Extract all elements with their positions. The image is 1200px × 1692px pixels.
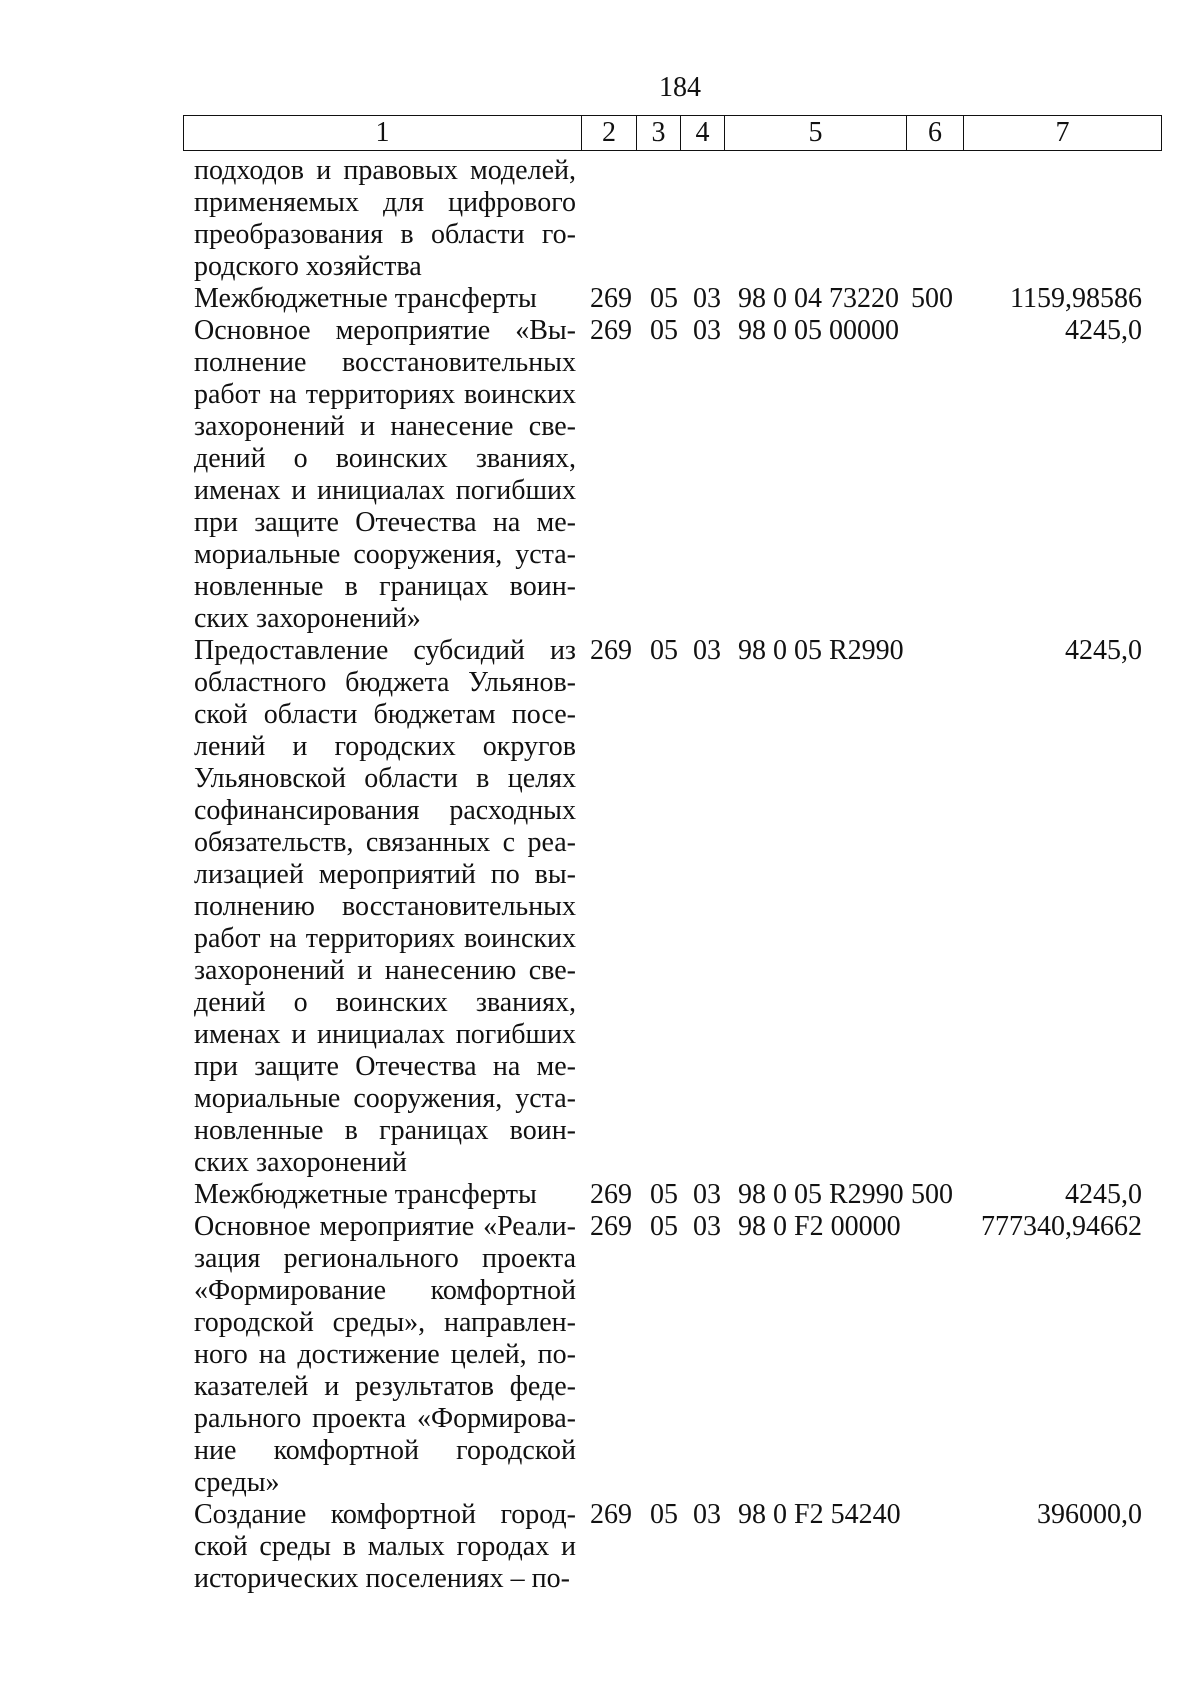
row-name-line: преобразования в области го- bbox=[194, 219, 576, 250]
ministry-code: 269 bbox=[590, 283, 632, 314]
row-name-line: работ на территориях воинских bbox=[194, 379, 576, 410]
row-name-line: полнению восстановительных bbox=[194, 891, 576, 922]
row-name-line: казателей и результатов феде- bbox=[194, 1371, 576, 1402]
row-name-line: новленные в границах воин- bbox=[194, 571, 576, 602]
subsection-code: 03 bbox=[693, 315, 721, 346]
expense-type-code: 500 bbox=[911, 1179, 953, 1210]
row-name-line: Предоставление субсидий из bbox=[194, 635, 576, 666]
section-code: 05 bbox=[650, 635, 678, 666]
row-name-line: мориальные сооружения, уста- bbox=[194, 1083, 576, 1114]
target-article-code: 98 0 05 R2990 bbox=[738, 1179, 904, 1210]
row-name bbox=[194, 1179, 576, 1211]
column-header-1: 1 bbox=[184, 116, 582, 151]
budget-row bbox=[0, 283, 1200, 315]
row-name-line: работ на территориях воинских bbox=[194, 923, 576, 954]
row-name-line: полнение восстановительных bbox=[194, 347, 576, 378]
column-header-row bbox=[184, 116, 1162, 151]
section-code: 05 bbox=[650, 283, 678, 314]
row-name-line: родского хозяйства bbox=[194, 251, 422, 282]
row-name-line: именах и инициалах погибших bbox=[194, 1019, 576, 1050]
ministry-code: 269 bbox=[590, 315, 632, 346]
target-article-code: 98 0 F2 00000 bbox=[738, 1211, 901, 1242]
row-name-line: при защите Отечества на ме- bbox=[194, 507, 576, 538]
amount: 4245,0 bbox=[1065, 315, 1142, 346]
row-name-line: ного на достижение целей, по- bbox=[194, 1339, 576, 1370]
row-name-line: рального проекта «Формирова- bbox=[194, 1403, 576, 1434]
column-header-5: 5 bbox=[725, 116, 907, 151]
row-name-line: Основное мероприятие «Реали- bbox=[194, 1211, 576, 1242]
row-name-line: Межбюджетные трансферты bbox=[194, 1179, 537, 1210]
column-header-3: 3 bbox=[637, 116, 681, 151]
row-name-line: лений и городских округов bbox=[194, 731, 576, 762]
row-name-line: Ульяновской области в целях bbox=[194, 763, 576, 794]
ministry-code: 269 bbox=[590, 1179, 632, 1210]
row-name-line: захоронений и нанесение све- bbox=[194, 411, 576, 442]
row-name-line: при защите Отечества на ме- bbox=[194, 1051, 576, 1082]
target-article-code: 98 0 04 73220 bbox=[738, 283, 899, 314]
subsection-code: 03 bbox=[693, 635, 721, 666]
row-name-line: новленные в границах воин- bbox=[194, 1115, 576, 1146]
row-name-line: «Формирование комфортной bbox=[194, 1275, 576, 1306]
row-name-line: дений о воинских званиях, bbox=[194, 443, 576, 474]
target-article-code: 98 0 05 00000 bbox=[738, 315, 899, 346]
row-name-line: захоронений и нанесению све- bbox=[194, 955, 576, 986]
budget-row bbox=[0, 1211, 1200, 1499]
subsection-code: 03 bbox=[693, 1179, 721, 1210]
amount: 396000,0 bbox=[1037, 1499, 1142, 1530]
ministry-code: 269 bbox=[590, 1211, 632, 1242]
row-name-line: подходов и правовых моделей, bbox=[194, 155, 576, 186]
target-article-code: 98 0 05 R2990 bbox=[738, 635, 904, 666]
row-name bbox=[194, 155, 576, 283]
row-name-line: мориальные сооружения, уста- bbox=[194, 539, 576, 570]
row-name-line: ских захоронений bbox=[194, 1147, 407, 1178]
row-name bbox=[194, 1211, 576, 1499]
row-name-line: исторических поселениях – по- bbox=[194, 1563, 570, 1594]
ministry-code: 269 bbox=[590, 1499, 632, 1530]
column-header-7: 7 bbox=[964, 116, 1162, 151]
row-name bbox=[194, 635, 576, 1179]
budget-row bbox=[0, 1179, 1200, 1211]
row-name-line: Основное мероприятие «Вы- bbox=[194, 315, 576, 346]
section-code: 05 bbox=[650, 1499, 678, 1530]
row-name-line: дений о воинских званиях, bbox=[194, 987, 576, 1018]
row-name-line: городской среды», направлен- bbox=[194, 1307, 576, 1338]
row-name bbox=[194, 315, 576, 635]
column-header-6: 6 bbox=[907, 116, 964, 151]
row-name-line: ских захоронений» bbox=[194, 603, 421, 634]
row-name-line: именах и инициалах погибших bbox=[194, 475, 576, 506]
row-name-line: зация регионального проекта bbox=[194, 1243, 576, 1274]
budget-row bbox=[0, 1499, 1200, 1595]
row-name-line: областного бюджета Ульянов- bbox=[194, 667, 576, 698]
section-code: 05 bbox=[650, 1179, 678, 1210]
amount: 4245,0 bbox=[1065, 1179, 1142, 1210]
expense-type-code: 500 bbox=[911, 283, 953, 314]
row-name-line: Создание комфортной город- bbox=[194, 1499, 576, 1530]
row-name-line: Межбюджетные трансферты bbox=[194, 283, 537, 314]
subsection-code: 03 bbox=[693, 1499, 721, 1530]
row-name-line: ской области бюджетам посе- bbox=[194, 699, 576, 730]
column-header-2: 2 bbox=[582, 116, 637, 151]
subsection-code: 03 bbox=[693, 1211, 721, 1242]
amount: 4245,0 bbox=[1065, 635, 1142, 666]
page-number: 184 bbox=[659, 72, 701, 103]
row-name bbox=[194, 283, 576, 315]
row-name-line: применяемых для цифрового bbox=[194, 187, 576, 218]
amount: 777340,94662 bbox=[981, 1211, 1142, 1242]
column-header-4: 4 bbox=[681, 116, 725, 151]
target-article-code: 98 0 F2 54240 bbox=[738, 1499, 901, 1530]
row-name-line: ской среды в малых городах и bbox=[194, 1531, 576, 1562]
row-name-line: лизацией мероприятий по вы- bbox=[194, 859, 576, 890]
row-name-line: среды» bbox=[194, 1467, 280, 1498]
subsection-code: 03 bbox=[693, 283, 721, 314]
budget-row bbox=[0, 315, 1200, 635]
section-code: 05 bbox=[650, 1211, 678, 1242]
row-name bbox=[194, 1499, 576, 1595]
budget-row bbox=[0, 155, 1200, 283]
column-header-table bbox=[183, 115, 1162, 151]
row-name-line: софинансирования расходных bbox=[194, 795, 576, 826]
amount: 1159,98586 bbox=[1010, 283, 1142, 314]
budget-row bbox=[0, 635, 1200, 1179]
ministry-code: 269 bbox=[590, 635, 632, 666]
row-name-line: обязательств, связанных с реа- bbox=[194, 827, 576, 858]
section-code: 05 bbox=[650, 315, 678, 346]
row-name-line: ние комфортной городской bbox=[194, 1435, 576, 1466]
